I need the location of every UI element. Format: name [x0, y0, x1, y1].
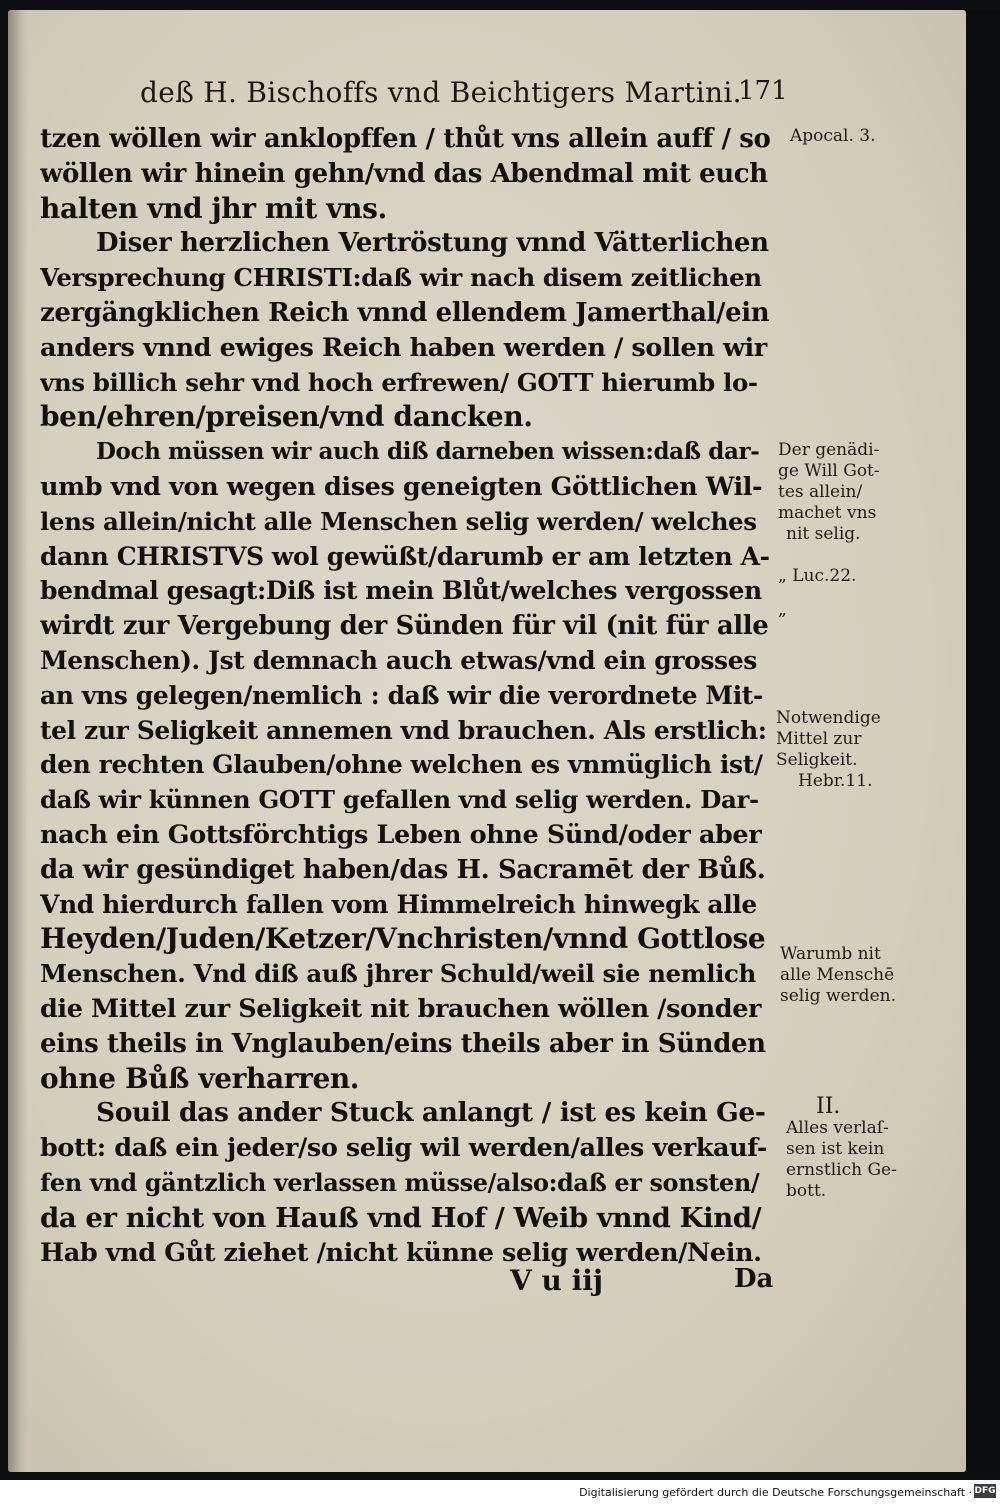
text-line: dann CHRISTVS wol gewüßt/darumb er am letzten A-: [40, 541, 770, 571]
text-line: Doch müssen wir auch diß darneben wissen:daß dar-: [96, 438, 760, 466]
scan-border: [966, 10, 1000, 1472]
text-line: den rechten Glauben/ohne welchen es vnmüglich ist/: [40, 750, 763, 780]
main-text-block: [40, 122, 770, 1270]
margin-line: alle Menschē: [780, 965, 895, 985]
margin-note-forsake: [786, 1118, 897, 1202]
margin-line: nit selig.: [786, 524, 861, 544]
dfg-logo-icon: DFG: [974, 1486, 996, 1496]
text-line: anders vnnd ewiges Reich haben werden / sollen wir: [40, 332, 767, 363]
margin-line: Mittel zur: [776, 729, 862, 749]
text-line: Hab vnd Gůt ziehet /nicht künne selig werden/Nein.: [40, 1237, 762, 1268]
margin-note-divine-will: [778, 440, 880, 545]
running-title: deß H. Bischoffs vnd Beichtigers Martini.: [140, 76, 742, 109]
margin-note-means: [776, 708, 881, 792]
margin-line: Der genädi-: [778, 440, 880, 460]
text-line: vns billich sehr vnd hoch erfrewen/ GOTT hierumb lo-: [40, 367, 758, 397]
text-line: bott: daß ein jeder/so selig wil werden/alles verkauf-: [40, 1133, 768, 1164]
text-line: Menschen. Vnd diß auß jhrer Schuld/weil sie nemlich: [40, 959, 756, 989]
text-line: Versprechung CHRISTI:daß wir nach disem zeitlichen: [40, 263, 762, 293]
text-line: zergängklichen Reich vnnd ellendem Jamerthal/ein: [40, 297, 770, 328]
section-number: II.: [816, 1094, 841, 1119]
footer-credit: Digitalisierung gefördert durch die Deutsche Forschungsgemeinschaft ·: [579, 1486, 972, 1499]
text-line: daß wir künnen GOTT gefallen vnd selig werden. Dar-: [40, 785, 759, 815]
text-line: die Mittel zur Seligkeit nit brauchen wöllen /sonder: [40, 993, 762, 1024]
margin-quote-mark: „: [778, 600, 787, 620]
margin-note-why-not-all: [780, 944, 896, 1007]
text-line: nach ein Gottsförchtigs Leben ohne Sünd/oder aber: [40, 819, 762, 850]
margin-line: machet vns: [778, 503, 877, 523]
text-line: umb vnd von wegen dises geneigten Göttlichen Wil-: [40, 471, 763, 502]
text-line: da er nicht von Hauß vnd Hof / Weib vnnd Kind/: [40, 1201, 762, 1234]
margin-line: Seligkeit.: [776, 750, 858, 770]
margin-line: Alles verlaſ-: [786, 1118, 889, 1138]
text-line: wirdt zur Vergebung der Sünden für vil (nit für alle: [40, 611, 769, 642]
page-number: 171: [738, 76, 788, 106]
margin-line: sen ist kein: [786, 1139, 885, 1159]
text-line: lens allein/nicht alle Menschen selig werden/ welches: [40, 506, 757, 536]
text-line: an vns gelegen/nemlich : daß wir die verordnete Mit-: [40, 680, 763, 710]
margin-note-apocal: Apocal. 3.: [790, 126, 876, 146]
page-gutter: [8, 10, 28, 1472]
text-line: tzen wöllen wir anklopffen / thůt vns allein auff / so: [40, 124, 770, 154]
text-line: Heyden/Juden/Ketzer/Vnchristen/vnnd Gottlose: [40, 922, 766, 956]
text-line: Menschen). Jst demnach auch etwas/vnd ein grosses: [40, 645, 757, 675]
margin-line: Hebr.11.: [798, 771, 873, 791]
text-line: ohne Bůß verharren.: [40, 1061, 360, 1095]
catchword: Da: [734, 1264, 774, 1294]
text-line: da wir gesündiget haben/das H. Sacramēt der Bůß.: [40, 854, 766, 885]
text-line: fen vnd gäntzlich verlassen müsse/also:daß er sonsten/: [40, 1167, 760, 1197]
margin-line: tes allein/: [778, 482, 863, 502]
text-line: Vnd hierdurch fallen vom Himmelreich hinwegk alle: [40, 889, 757, 919]
text-line: Diser herzlichen Vertröstung vnnd Vätterlichen: [96, 228, 769, 259]
text-line: wöllen wir hinein gehn/vnd das Abendmal mit euch: [40, 158, 768, 189]
text-line: tel zur Seligkeit annemen vnd brauchen. Als erstlich:: [40, 715, 767, 745]
text-line: bendmal gesagt:Diß ist mein Blůt/welches vergossen: [40, 576, 762, 606]
margin-line: Notwendige: [776, 708, 881, 728]
margin-line: ge Will Got-: [778, 461, 880, 481]
text-line: ben/ehren/preisen/vnd dancken.: [40, 400, 533, 434]
margin-line: ernstlich Ge-: [786, 1160, 897, 1180]
margin-line: bott.: [786, 1181, 827, 1201]
text-line: Souil das ander Stuck anlangt / ist es kein Ge-: [96, 1097, 766, 1129]
margin-note-luc: „ Luc.22.: [778, 566, 857, 586]
margin-line: selig werden.: [780, 986, 896, 1006]
margin-line: Warumb nit: [780, 944, 881, 964]
text-line: halten vnd jhr mit vns.: [40, 191, 387, 225]
signature-mark: V u iij: [510, 1264, 603, 1297]
text-line: eins theils in Vnglauben/eins theils aber in Sünden: [40, 1028, 766, 1059]
